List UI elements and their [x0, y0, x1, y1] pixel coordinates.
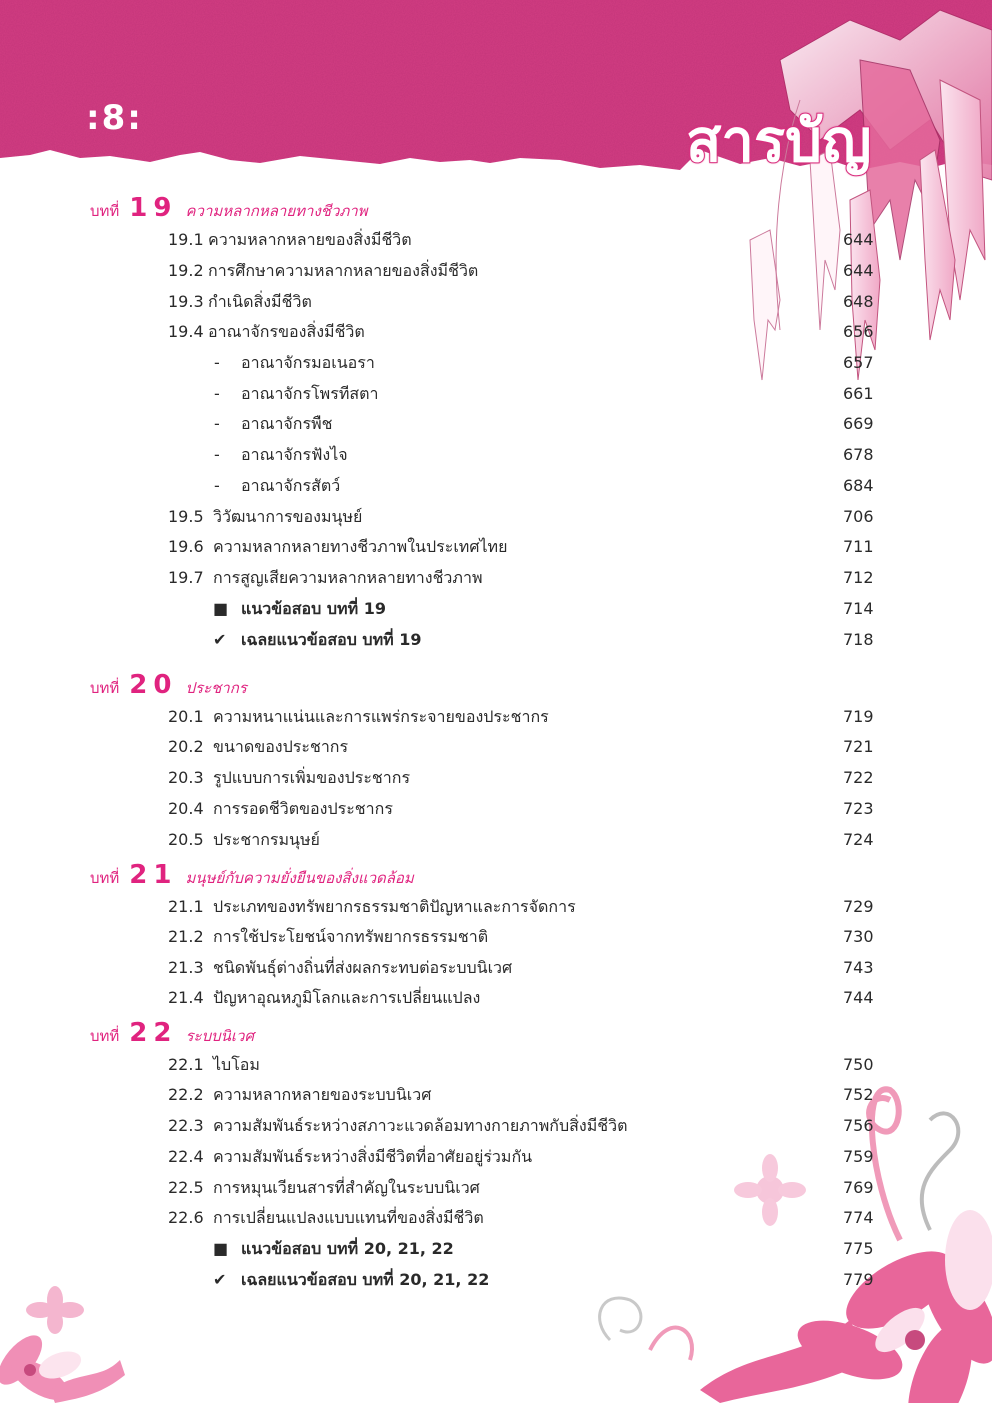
page-number-ref: 769 — [843, 1178, 874, 1197]
dash-bullet: - — [214, 476, 220, 495]
chapter-label: บทที่ — [90, 202, 120, 220]
section-number: 22.1 — [168, 1055, 204, 1074]
section-title: กำเนิดสิ่งมีชีวิต — [208, 292, 312, 311]
section-number: 20.2 — [168, 737, 204, 756]
toc-entry[interactable] — [0, 956, 992, 980]
section-title: การหมุนเวียนสารที่สำคัญในระบบนิเวศ — [213, 1178, 480, 1197]
section-title: การสูญเสียความหลากหลายทางชีวภาพ — [213, 568, 483, 587]
toc-subentry[interactable] — [0, 351, 992, 375]
page-number-ref: 678 — [843, 445, 874, 464]
subsection-title: อาณาจักรสัตว์ — [241, 476, 341, 495]
section-title: การใช้ประโยชน์จากทรัพยากรธรรมชาติ — [213, 927, 489, 946]
subsection-title: อาณาจักรโพรทีสตา — [241, 384, 379, 403]
section-number: 20.5 — [168, 830, 204, 849]
page-number-ref: 706 — [843, 507, 874, 526]
section-title: การรอดชีวิตของประชากร — [213, 799, 393, 818]
toc-subentry[interactable] — [0, 412, 992, 436]
page-number-ref: 712 — [843, 568, 874, 587]
toc-entry[interactable] — [0, 1053, 992, 1077]
page-number-ref: 752 — [843, 1085, 874, 1104]
toc-entry[interactable] — [0, 986, 992, 1010]
page-number-ref: 730 — [843, 927, 874, 946]
section-number: 21.1 — [168, 897, 204, 916]
page-number-ref: 656 — [843, 322, 874, 341]
dash-bullet: - — [214, 353, 220, 372]
page-number-ref: 774 — [843, 1208, 874, 1227]
toc-entry[interactable] — [0, 320, 992, 344]
exam-title: แนวข้อสอบ บทที่ 19 — [241, 599, 386, 618]
section-number: 21.2 — [168, 927, 204, 946]
dash-bullet: - — [214, 384, 220, 403]
page-number-ref: 644 — [843, 230, 874, 249]
chapter-number: 20 — [129, 670, 178, 700]
toc-exam-entry[interactable] — [0, 597, 992, 621]
toc-entry[interactable] — [0, 228, 992, 252]
toc-answer-entry[interactable] — [0, 1268, 992, 1292]
section-title: ประเภทของทรัพยากรธรรมชาติปัญหาและการจัดการ — [213, 897, 576, 916]
chapter-label: บทที่ — [90, 869, 120, 887]
section-number: 22.6 — [168, 1208, 204, 1227]
toc-entry[interactable] — [0, 566, 992, 590]
page-number-ref: 744 — [843, 988, 874, 1007]
toc-exam-entry[interactable] — [0, 1237, 992, 1261]
section-title: ปัญหาอุณหภูมิโลกและการเปลี่ยนแปลง — [213, 988, 481, 1007]
answer-title: เฉลยแนวข้อสอบ บทที่ 20, 21, 22 — [241, 1270, 490, 1289]
section-title: รูปแบบการเพิ่มของประชากร — [213, 768, 411, 787]
chapter-heading-21 — [90, 860, 414, 890]
page-number-ref: 719 — [843, 707, 874, 726]
chapter-title: ระบบนิเวศ — [185, 1027, 254, 1045]
toc-entry[interactable] — [0, 705, 992, 729]
toc-entry[interactable] — [0, 1083, 992, 1107]
section-title: ประชากรมนุษย์ — [213, 830, 320, 849]
page-number-ref: 722 — [843, 768, 874, 787]
chapter-heading-20 — [90, 670, 247, 700]
section-number: 22.5 — [168, 1178, 204, 1197]
section-title: ความหลากหลายทางชีวภาพในประเทศไทย — [213, 537, 508, 556]
page-number-ref: 756 — [843, 1116, 874, 1135]
chapter-number: 19 — [129, 193, 178, 223]
section-title: ความหลากหลายของระบบนิเวศ — [213, 1085, 432, 1104]
subsection-title: อาณาจักรมอเนอรา — [241, 353, 375, 372]
section-number: 19.5 — [168, 507, 204, 526]
square-bullet-icon: ■ — [213, 1239, 229, 1258]
chapter-label: บทที่ — [90, 679, 120, 697]
toc-subentry[interactable] — [0, 443, 992, 467]
toc-entry[interactable] — [0, 535, 992, 559]
flower-decoration-left — [0, 1280, 180, 1407]
section-title: การเปลี่ยนแปลงแบบแทนที่ของสิ่งมีชีวิต — [213, 1208, 484, 1227]
section-number: 19.6 — [168, 537, 204, 556]
toc-entry[interactable] — [0, 895, 992, 919]
checkmark-icon: ✔ — [213, 1270, 227, 1289]
checkmark-icon: ✔ — [213, 630, 227, 649]
toc-entry[interactable] — [0, 828, 992, 852]
section-number: 21.4 — [168, 988, 204, 1007]
page-number-ref: 743 — [843, 958, 874, 977]
section-number: 19.4 — [168, 322, 204, 341]
toc-title: สารบัญ — [686, 107, 872, 175]
section-number: 21.3 — [168, 958, 204, 977]
toc-entry[interactable] — [0, 766, 992, 790]
section-title: ความสัมพันธ์ระหว่างสภาวะแวดล้อมทางกายภาพกับสิ่งมีชีวิต — [213, 1116, 628, 1135]
section-number: 19.7 — [168, 568, 204, 587]
toc-entry[interactable] — [0, 505, 992, 529]
chapter-number: 22 — [129, 1018, 178, 1048]
chapter-title: มนุษย์กับความยั่งยืนของสิ่งแวดล้อม — [185, 869, 414, 887]
page-number-ref: 775 — [843, 1239, 874, 1258]
section-title: วิวัฒนาการของมนุษย์ — [213, 507, 363, 526]
toc-entry[interactable] — [0, 1176, 992, 1200]
toc-answer-entry[interactable] — [0, 628, 992, 652]
page-number-ref: 669 — [843, 414, 874, 433]
chapter-title: ประชากร — [185, 679, 247, 697]
toc-entry[interactable] — [0, 797, 992, 821]
subsection-title: อาณาจักรพืช — [241, 414, 333, 433]
page-number-ref: 721 — [843, 737, 874, 756]
section-number: 20.1 — [168, 707, 204, 726]
page-number-ref: 729 — [843, 897, 874, 916]
answer-title: เฉลยแนวข้อสอบ บทที่ 19 — [241, 630, 422, 649]
page-number-ref: 684 — [843, 476, 874, 495]
page-number-ref: 644 — [843, 261, 874, 280]
page-number-ref: 648 — [843, 292, 874, 311]
chapter-label: บทที่ — [90, 1027, 120, 1045]
page-number-ref: 718 — [843, 630, 874, 649]
page-number-ref: 657 — [843, 353, 874, 372]
toc-entry[interactable] — [0, 1206, 992, 1230]
section-number: 20.3 — [168, 768, 204, 787]
section-number: 22.3 — [168, 1116, 204, 1135]
section-number: 19.3 — [168, 292, 204, 311]
subsection-title: อาณาจักรฟังไจ — [241, 445, 348, 464]
toc-entry[interactable] — [0, 925, 992, 949]
section-title: ความหลากหลายของสิ่งมีชีวิต — [208, 230, 412, 249]
toc-entry[interactable] — [0, 735, 992, 759]
toc-entry[interactable] — [0, 290, 992, 314]
flower-swirl-decoration — [570, 1060, 992, 1407]
section-number: 19.1 — [168, 230, 204, 249]
page-number-ref: 759 — [843, 1147, 874, 1166]
toc-entry[interactable] — [0, 1145, 992, 1169]
toc-entry[interactable] — [0, 1114, 992, 1138]
section-number: 22.4 — [168, 1147, 204, 1166]
square-bullet-icon: ■ — [213, 599, 229, 618]
section-number: 19.2 — [168, 261, 204, 280]
chapter-title: ความหลากหลายทางชีวภาพ — [185, 202, 368, 220]
section-title: อาณาจักรของสิ่งมีชีวิต — [208, 322, 365, 341]
section-title: ไบโอม — [213, 1055, 260, 1074]
section-number: 22.2 — [168, 1085, 204, 1104]
page-number: :8: — [86, 98, 143, 138]
section-number: 20.4 — [168, 799, 204, 818]
page-number-ref: 724 — [843, 830, 874, 849]
dash-bullet: - — [214, 414, 220, 433]
page-number-ref: 750 — [843, 1055, 874, 1074]
chapter-number: 21 — [129, 860, 178, 890]
exam-title: แนวข้อสอบ บทที่ 20, 21, 22 — [241, 1239, 454, 1258]
page-number-ref: 661 — [843, 384, 874, 403]
section-title: ความหนาแน่นและการแพร่กระจายของประชากร — [213, 707, 549, 726]
toc-subentry[interactable] — [0, 382, 992, 406]
section-title: ความสัมพันธ์ระหว่างสิ่งมีชีวิตที่อาศัยอยู่ร่วมกัน — [213, 1147, 533, 1166]
page-number-ref: 779 — [843, 1270, 874, 1289]
toc-entry[interactable] — [0, 259, 992, 283]
dash-bullet: - — [214, 445, 220, 464]
section-title: ชนิดพันธุ์ต่างถิ่นที่ส่งผลกระทบต่อระบบนิเวศ — [213, 958, 513, 977]
section-title: การศึกษาความหลากหลายของสิ่งมีชีวิต — [208, 261, 479, 280]
page-number-ref: 711 — [843, 537, 874, 556]
toc-subentry[interactable] — [0, 474, 992, 498]
page-number-ref: 723 — [843, 799, 874, 818]
chapter-heading-22 — [90, 1018, 254, 1048]
chapter-heading-19 — [90, 193, 368, 223]
section-title: ขนาดของประชากร — [213, 737, 349, 756]
page-number-ref: 714 — [843, 599, 874, 618]
